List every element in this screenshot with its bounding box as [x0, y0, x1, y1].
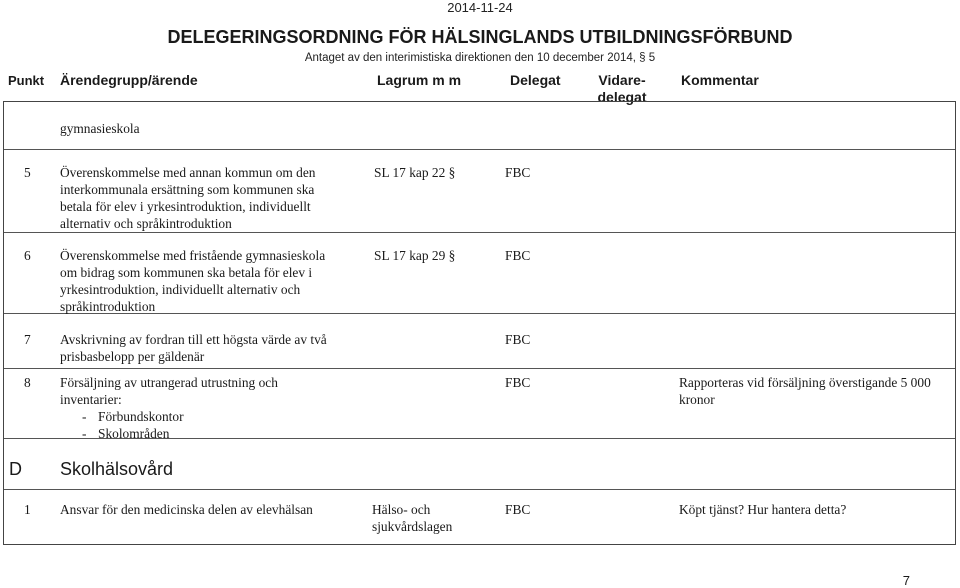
column-header-lagrum: Lagrum m m: [377, 72, 462, 88]
column-header-punkt: Punkt: [8, 73, 45, 88]
column-header-vidaredelegat-line1: Vidare-: [598, 72, 646, 88]
section-letter: D: [9, 459, 22, 479]
section-row-1-punkt: 1: [24, 502, 31, 517]
row-divider: [4, 149, 955, 150]
row-6-lagrum: SL 17 kap 29 §: [374, 248, 456, 263]
section-row-1-delegat: FBC: [505, 502, 531, 517]
list-item: - Skolområden: [80, 425, 320, 442]
row-divider: [4, 232, 955, 233]
row-8-delegat: FBC: [505, 375, 531, 390]
list-item: - Förbundskontor: [80, 408, 320, 425]
row-divider: [4, 368, 955, 369]
row-5-arende: Överenskommelse med annan kommun om den interkommunala ersättning som kommunen ska betala för elev i yrkesintroduktion, individuellt alternativ och språkintroduktion: [60, 165, 316, 231]
row-8-arende-text: Försäljning av utrangerad utrustning och inventarier:: [60, 375, 278, 407]
row-7-delegat: FBC: [505, 332, 531, 347]
row-8-punkt: 8: [24, 375, 31, 390]
row-5-punkt: 5: [24, 165, 31, 180]
section-row-1-kommentar: Köpt tjänst? Hur hantera detta?: [679, 502, 847, 517]
document-date: 2014-11-24: [447, 0, 513, 15]
row-6-delegat: FBC: [505, 248, 531, 263]
row-8-kommentar: Rapporteras vid försäljning överstigande 5 000 kronor: [679, 375, 931, 407]
intro-row-text: gymnasieskola: [60, 121, 140, 136]
row-8-arende: [60, 374, 320, 442]
section-title: Skolhälsovård: [60, 459, 174, 479]
column-header-kommentar: Kommentar: [681, 72, 759, 88]
row-5-lagrum: SL 17 kap 22 §: [374, 165, 456, 180]
column-header-vidaredelegat-line2: delegat: [597, 89, 647, 105]
row-8-sub-list: [80, 408, 320, 442]
section-row-1-lagrum: Hälso- och sjukvårdslagen: [372, 502, 453, 534]
row-6-punkt: 6: [24, 248, 31, 263]
column-header-arende: Ärendegrupp/ärende: [60, 72, 198, 88]
row-7-arende: Avskrivning av fordran till ett högsta värde av två prisbasbelopp per gäldenär: [60, 332, 327, 364]
row-7-punkt: 7: [24, 332, 31, 347]
row-6-arende: Överenskommelse med fristående gymnasieskola om bidrag som kommunen ska betala för elev i yrkesintroduktion, individuellt alternativ och språkintroduktion: [60, 248, 326, 314]
document-subtitle: Antaget av den interimistiska direktionen den 10 december 2014, § 5: [304, 52, 656, 64]
row-divider: [4, 489, 955, 490]
row-5-delegat: FBC: [505, 165, 531, 180]
section-row-1-arende: Ansvar för den medicinska delen av elevhälsan: [60, 502, 313, 517]
page-number: 7: [902, 573, 910, 588]
document-title: DELEGERINGSORDNING FÖR HÄLSINGLANDS UTBILDNINGSFÖRBUND: [167, 27, 793, 47]
column-header-delegat: Delegat: [510, 72, 561, 88]
